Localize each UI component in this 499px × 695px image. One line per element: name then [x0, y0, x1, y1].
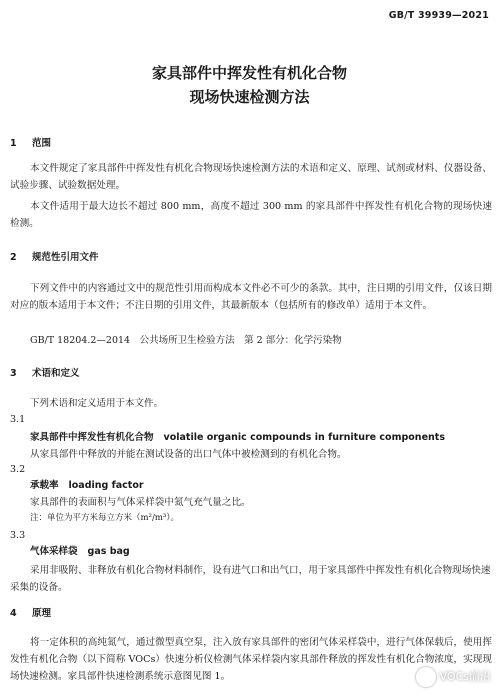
- document-title-line1: 家具部件中挥发性有机化合物: [151, 64, 347, 82]
- document-title-line2: 现场快速检测方法: [189, 88, 310, 106]
- section-number: 3: [10, 368, 17, 379]
- section-4-paragraph-1: 将一定体积的高纯氮气，通过微型真空泵，注入放有家具部件的密闭气体采样袋中，进行气体保载后，使用挥发性有机化合物（以下简称 VOCs）快速分析仪检测气体采样袋内家具部件释放的挥发性有机化合物浓度，实现现场快速检测。家具部件快速检测系统示意图见图 1。: [10, 637, 492, 682]
- term-number: 3.2: [10, 464, 26, 475]
- section-2-heading: [10, 250, 99, 265]
- term-number: 3.3: [10, 530, 26, 541]
- term-definition: 家具部件的表面积与气体采样袋中氮气充气量之比。: [30, 497, 251, 508]
- section-1-paragraph-1: 本文件规定了家具部件中挥发性有机化合物现场快速检测方法的术语和定义、原理、试剂或材料、仪器设备、试验步骤、试验数据处理。: [10, 163, 492, 191]
- section-3-intro: 下列术语和定义适用于本文件。: [30, 398, 164, 409]
- section-2-paragraph-1: 下列文件中的内容通过文中的规范性引用而构成本文件必不可少的条款。其中，注日期的引用文件，仅该日期对应的版本适用于本文件；不注日期的引用文件，其最新版本（包括所有的修改单）适用于本文件。: [10, 283, 492, 311]
- section-1-paragraph-2: 本文件适用于最大边长不超过 800 mm，高度不超过 300 mm 的家具部件中挥发性有机化合物的现场快速检测。: [10, 201, 492, 229]
- term-3-3: [30, 544, 130, 559]
- wechat-icon: [416, 667, 436, 687]
- watermark-text: VOCs前沿: [439, 670, 491, 684]
- term-definition: 采用非吸附、非释放有机化合物材料制作，设有进气口和出气口，用于家具部件中挥发性有机化合物现场快速采集的设备。: [10, 565, 491, 593]
- section-number: 4: [10, 608, 17, 619]
- term-en: volatile organic compounds in furniture components: [163, 432, 445, 443]
- section-title: 规范性引用文件: [32, 252, 99, 263]
- term-en: loading factor: [68, 480, 144, 491]
- section-4-heading: [10, 606, 51, 621]
- term-en: gas bag: [87, 546, 130, 557]
- term-cn: 承载率: [30, 480, 59, 491]
- term-number: 3.1: [10, 414, 26, 425]
- term-cn: 气体采样袋: [30, 546, 78, 557]
- term-note: 注：单位为平方米每立方米（m²/m³）。: [30, 513, 180, 523]
- section-1-heading: [10, 136, 51, 151]
- section-number: 1: [10, 138, 17, 149]
- section-title: 范围: [32, 138, 52, 149]
- term-3-2: [30, 478, 144, 493]
- term-cn: 家具部件中挥发性有机化合物: [30, 432, 154, 443]
- term-definition: 从家具部件中释放的并能在测试设备的出口气体中被检测到的有机化合物。: [30, 449, 347, 460]
- watermark: [416, 667, 491, 687]
- normative-reference: GB/T 18204.2—2014 公共场所卫生检验方法 第 2 部分：化学污染物: [30, 335, 342, 346]
- section-title: 原理: [32, 608, 52, 619]
- standard-code: GB/T 39939—2021: [388, 10, 489, 21]
- section-number: 2: [10, 252, 17, 263]
- term-3-1: [30, 430, 445, 445]
- section-3-heading: [10, 366, 80, 381]
- section-title: 术语和定义: [32, 368, 80, 379]
